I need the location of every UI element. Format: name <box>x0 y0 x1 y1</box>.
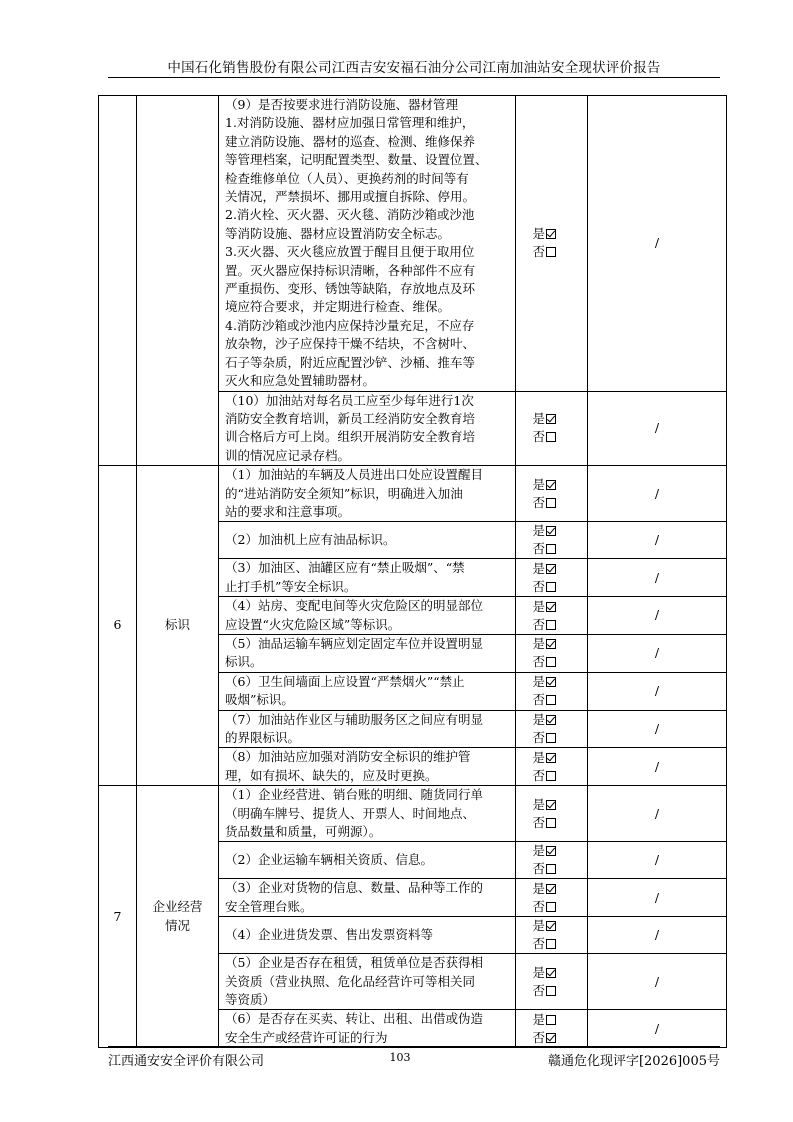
checked-box-icon <box>546 480 556 490</box>
check-item-line: 灭火和应急处置辅助器材。 <box>225 373 376 389</box>
result-cell: / <box>588 96 727 392</box>
check-item-line: 3.灭火器、灭火毯应放置于醒目且便于取用位 <box>225 244 475 260</box>
check-item-line: （明确车牌号、提货人、开票人、时间地点、 <box>225 805 476 821</box>
check-item-line: 关资质（营业执照、危化品经营许可等相关同 <box>225 973 476 989</box>
footer-rule <box>108 1046 720 1047</box>
check-item-line: 1.对消防设施、器材应加强日常管理和维护， <box>225 115 475 131</box>
checkbox-icon <box>546 902 556 912</box>
check-item <box>219 786 516 842</box>
table-row <box>99 786 727 842</box>
result-cell: / <box>588 391 727 466</box>
checked-box-icon <box>546 968 556 978</box>
section-category: 标识 <box>137 466 219 786</box>
checked-box-icon <box>546 677 556 687</box>
yes-no-cell <box>516 954 588 1010</box>
evaluation-table <box>98 95 727 1048</box>
yes-label: 是 <box>532 964 546 980</box>
check-item <box>219 954 516 1010</box>
no-label: 否 <box>532 730 546 745</box>
result-cell: / <box>588 466 727 522</box>
check-item-line: 建立消防设施、器材的巡查、检测、维修保养 <box>225 133 476 149</box>
check-item <box>219 391 516 466</box>
yes-no-cell <box>516 917 588 954</box>
check-item-line: （7）加油站作业区与辅助服务区之间应有明显 <box>225 711 483 727</box>
checked-box-icon <box>546 564 556 574</box>
check-item <box>219 559 516 597</box>
yes-no-cell <box>516 466 588 522</box>
yes-label: 是 <box>532 749 546 765</box>
no-label: 否 <box>532 244 546 260</box>
yes-label: 是 <box>532 880 546 896</box>
header-rule <box>108 77 720 78</box>
no-label: 否 <box>532 616 546 632</box>
result-cell: / <box>588 597 727 635</box>
check-item <box>219 710 516 748</box>
section-number: 6 <box>99 466 137 786</box>
checkbox-icon <box>546 498 556 508</box>
checked-box-icon <box>546 753 556 763</box>
check-item-line: 应设置“火灾危险区域”等标识。 <box>225 616 401 632</box>
check-item-line: （5）油品运输车辆应划定固定车位并设置明显 <box>225 635 483 651</box>
check-item-line: 训的情况应记录存档。 <box>225 447 351 463</box>
yes-no-cell <box>516 391 588 466</box>
checked-box-icon <box>546 1033 556 1043</box>
check-item-line: （2）企业运输车辆相关资质、信息。 <box>225 852 433 868</box>
yes-label: 是 <box>532 674 546 690</box>
check-item <box>219 879 516 917</box>
page-number: 103 <box>389 1051 411 1064</box>
check-item <box>219 522 516 559</box>
check-item-line: 置。灭火器应保持标识清晰，各种部件不应有 <box>225 262 476 278</box>
check-item-line: （4）站房、变配电间等火灾危险区的明显部位 <box>225 598 483 614</box>
checkbox-icon <box>546 1015 556 1025</box>
yes-no-cell <box>516 559 588 597</box>
checked-box-icon <box>546 602 556 612</box>
result-cell: / <box>588 879 727 917</box>
result-cell: / <box>588 786 727 842</box>
check-item-line: （3）企业对货物的信息、数量、品种等工作的 <box>225 880 483 896</box>
check-item-line: 消防安全教育培训，新员工经消防安全教育培 <box>225 410 476 426</box>
yes-label: 是 <box>532 918 546 934</box>
table-row <box>99 466 727 522</box>
check-item-line: （1）加油站的车辆及人员进出口处应设置醒目 <box>225 467 483 483</box>
checkbox-icon <box>546 986 556 996</box>
check-item-line: （8）加油站应加强对消防安全标识的维护管 <box>225 749 471 765</box>
checkbox-icon <box>546 582 556 592</box>
yes-label: 是 <box>532 598 546 614</box>
check-item <box>219 842 516 879</box>
check-item-line: （10）加油站对每名员工应至少每年进行1次 <box>225 392 474 408</box>
no-label: 否 <box>532 898 546 914</box>
checked-box-icon <box>546 414 556 424</box>
yes-label: 是 <box>532 226 546 242</box>
checkbox-icon <box>546 432 556 442</box>
result-cell: / <box>588 634 727 672</box>
check-item <box>219 96 516 392</box>
result-cell: / <box>588 672 727 710</box>
result-cell: / <box>588 748 727 786</box>
yes-no-cell <box>516 634 588 672</box>
checked-box-icon <box>546 921 556 931</box>
checked-box-icon <box>546 526 556 536</box>
result-cell: / <box>588 1010 727 1048</box>
checked-box-icon <box>546 715 556 725</box>
checkbox-icon <box>546 818 556 828</box>
check-item-line: 止打手机”等安全标识。 <box>225 578 357 594</box>
no-label: 否 <box>532 541 546 557</box>
yes-label: 是 <box>532 523 546 539</box>
section-category: 企业经营情况 <box>137 786 219 1048</box>
no-label: 否 <box>532 861 546 877</box>
yes-label: 是 <box>532 796 546 812</box>
checkbox-icon <box>546 695 556 705</box>
check-item-line: 货品数量和质量，可朔源）。 <box>225 824 382 840</box>
check-item-line: 训合格后方可上岗。组织开展消防安全教育培 <box>225 429 476 445</box>
section-number: 7 <box>99 786 137 1048</box>
check-item-line: 理，如有损坏、缺失的，应及时更换。 <box>225 767 438 783</box>
yes-label: 是 <box>532 712 546 727</box>
checkbox-icon <box>546 771 556 781</box>
check-item <box>219 917 516 954</box>
result-cell: / <box>588 559 727 597</box>
checked-box-icon <box>546 800 556 810</box>
yes-label: 是 <box>532 476 546 492</box>
yes-no-cell <box>516 710 588 748</box>
yes-no-cell <box>516 879 588 917</box>
yes-no-cell <box>516 597 588 635</box>
checked-box-icon <box>546 639 556 649</box>
check-item-line: （6）卫生间墙面上应设置“严禁烟火”“禁止 <box>225 673 465 689</box>
yes-label: 是 <box>532 560 546 576</box>
check-item-line: 关情况，严禁损坏、挪用或擅自拆除、停用。 <box>225 189 476 205</box>
check-item-line: 2.消火栓、灭火器、灭火毯、消防沙箱或沙池 <box>225 207 475 223</box>
yes-no-cell <box>516 748 588 786</box>
no-label: 否 <box>532 767 546 783</box>
check-item-line: 等管理档案，记明配置类型、数量、设置位置、 <box>225 152 488 168</box>
check-item-line: 严重损伤、变形、锈蚀等缺陷，存放地点及环 <box>225 281 476 297</box>
check-item-line: （6）是否存在买卖、转让、出租、出借或伪造 <box>225 1011 483 1027</box>
check-item-line: （3）加油区、油罐区应有“禁止吸烟”、“禁 <box>225 560 465 576</box>
check-item-line: 4.消防沙箱或沙池内应保持沙量充足，不应存 <box>225 317 475 333</box>
check-item-line: （5）企业是否存在租赁，租赁单位是否获得相 <box>225 955 483 971</box>
yes-no-cell <box>516 96 588 392</box>
yes-label: 是 <box>532 636 546 652</box>
yes-no-cell <box>516 672 588 710</box>
checked-box-icon <box>546 229 556 239</box>
result-cell: / <box>588 522 727 559</box>
yes-no-cell <box>516 842 588 879</box>
no-label: 否 <box>532 494 546 510</box>
check-item-line: 标识。 <box>225 654 263 670</box>
yes-label: 是 <box>532 1011 546 1027</box>
check-item <box>219 634 516 672</box>
check-item-line: 站的要求和注意事项。 <box>225 503 351 519</box>
section-number <box>99 96 137 466</box>
check-item-line: （1）企业经营进、销台账的明细、随货同行单 <box>225 787 483 803</box>
section-category <box>137 96 219 466</box>
result-cell: / <box>588 842 727 879</box>
no-label: 否 <box>532 692 546 708</box>
yes-label: 是 <box>532 843 546 859</box>
result-cell: / <box>588 710 727 748</box>
document-number: 赣通危化现评字[2026]005号 <box>547 1054 720 1069</box>
check-item <box>219 466 516 522</box>
no-label: 否 <box>532 982 546 998</box>
check-item-line: 的界限标识。 <box>225 730 301 745</box>
check-item-line: 安全生产或经营许可证的行为 <box>225 1029 388 1045</box>
table-row <box>99 96 727 392</box>
check-item-line: （4）企业进货发票、售出发票资料等 <box>225 927 433 943</box>
checkbox-icon <box>546 620 556 630</box>
checkbox-icon <box>546 733 556 743</box>
yes-no-cell <box>516 1010 588 1048</box>
checkbox-icon <box>546 544 556 554</box>
result-cell: / <box>588 917 727 954</box>
checkbox-icon <box>546 939 556 949</box>
check-item <box>219 672 516 710</box>
check-item-line: （9）是否按要求进行消防设施、器材管理 <box>225 97 458 112</box>
no-label: 否 <box>532 1029 546 1045</box>
yes-no-cell <box>516 522 588 559</box>
page-header-title: 中国石化销售股份有限公司江西吉安安福石油分公司江南加油站安全现状评价报告 <box>167 60 661 76</box>
checkbox-icon <box>546 247 556 257</box>
check-item-line: 石子等杂质，附近应配置沙铲、沙桶、推车等 <box>225 354 476 370</box>
no-label: 否 <box>532 814 546 830</box>
check-item <box>219 748 516 786</box>
checked-box-icon <box>546 884 556 894</box>
checkbox-icon <box>546 864 556 874</box>
check-item-line: （2）加油机上应有油品标识。 <box>225 532 396 548</box>
check-item-line: 的“进站消防安全须知”标识，明确进入加油 <box>225 485 463 501</box>
check-item-line: 检查维修单位（人员）、更换药剂的时间等有 <box>225 170 469 186</box>
checkbox-icon <box>546 657 556 667</box>
footer-company: 江西通安安全评价有限公司 <box>108 1054 265 1069</box>
check-item <box>219 597 516 635</box>
no-label: 否 <box>532 936 546 952</box>
check-item-line: 等消防设施、器材应设置消防安全标志。 <box>225 225 451 241</box>
check-item-line: 放杂物，沙子应保持干燥不结块，不含树叶、 <box>225 336 476 352</box>
no-label: 否 <box>532 578 546 594</box>
check-item <box>219 1010 516 1048</box>
check-item-line: 等资质） <box>225 992 276 1008</box>
checked-box-icon <box>546 846 556 856</box>
no-label: 否 <box>532 654 546 670</box>
yes-no-cell <box>516 786 588 842</box>
check-item-line: 安全管理台账。 <box>225 898 313 914</box>
check-item-line: 境应符合要求，并定期进行检查、维保。 <box>225 299 451 315</box>
yes-label: 是 <box>532 411 546 427</box>
check-item-line: 吸烟”标识。 <box>225 692 294 708</box>
no-label: 否 <box>532 429 546 445</box>
result-cell: / <box>588 954 727 1010</box>
